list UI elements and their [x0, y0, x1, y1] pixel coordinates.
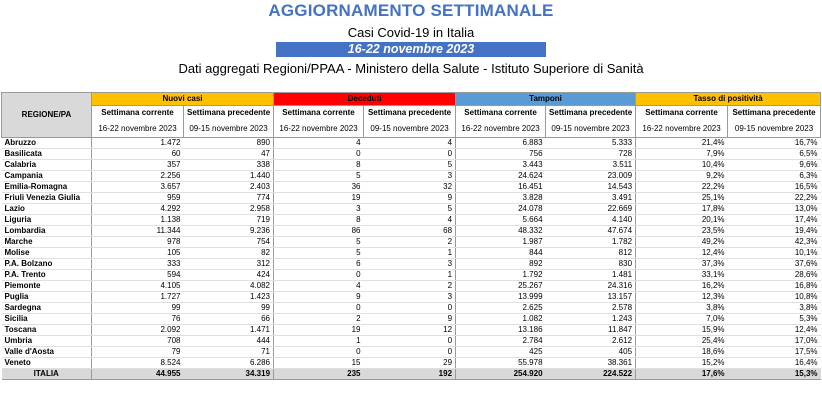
region-name: ITALIA: [2, 369, 92, 380]
tests-current: 2.625: [456, 303, 546, 314]
data-source-line: Dati aggregati Regioni/PPAA - Ministero della Salute - Istituto Superiore di Sanità: [178, 61, 644, 76]
deaths-previous: 1: [364, 248, 456, 259]
previous-week-dates: 09-15 novembre 2023: [728, 120, 821, 138]
deaths-previous: 2: [364, 237, 456, 248]
deaths-previous: 0: [364, 347, 456, 358]
table-row: [2, 358, 821, 369]
new-cases-current: 4.292: [92, 204, 184, 215]
tests-previous: 830: [546, 259, 636, 270]
table-row: [2, 270, 821, 281]
deaths-previous: 3: [364, 171, 456, 182]
table-row: [2, 138, 821, 149]
tests-current: 13.186: [456, 325, 546, 336]
positivity-previous: 16,7%: [728, 138, 821, 149]
deaths-current: 8: [274, 160, 364, 171]
new-cases-current: 79: [92, 347, 184, 358]
group-header-deaths: Deceduti: [274, 93, 456, 106]
new-cases-previous: 1.423: [184, 292, 274, 303]
tests-previous: 23.009: [546, 171, 636, 182]
deaths-current: 235: [274, 369, 364, 380]
report-title: AGGIORNAMENTO SETTIMANALE: [268, 1, 554, 20]
previous-week-dates: 09-15 novembre 2023: [546, 120, 636, 138]
region-name: Piemonte: [2, 281, 92, 292]
deaths-previous: 1: [364, 270, 456, 281]
tests-current: 55.978: [456, 358, 546, 369]
positivity-current: 37,3%: [636, 259, 728, 270]
deaths-previous: 0: [364, 303, 456, 314]
deaths-previous: 0: [364, 336, 456, 347]
region-name: P.A. Trento: [2, 270, 92, 281]
previous-week-header: Settimana precedente: [546, 106, 636, 121]
region-name: Puglia: [2, 292, 92, 303]
current-week-dates: 16-22 novembre 2023: [636, 120, 728, 138]
tests-previous: 24.316: [546, 281, 636, 292]
deaths-current: 9: [274, 292, 364, 303]
tests-previous: 405: [546, 347, 636, 358]
tests-previous: 11.847: [546, 325, 636, 336]
new-cases-previous: 34.319: [184, 369, 274, 380]
positivity-current: 7,9%: [636, 149, 728, 160]
region-name: Lombardia: [2, 226, 92, 237]
new-cases-previous: 6.286: [184, 358, 274, 369]
deaths-previous: 0: [364, 149, 456, 160]
new-cases-previous: 1.440: [184, 171, 274, 182]
current-week-header: Settimana corrente: [636, 106, 728, 121]
new-cases-current: 11.344: [92, 226, 184, 237]
deaths-current: 1: [274, 336, 364, 347]
group-header-tests: Tamponi: [456, 93, 636, 106]
table-row: [2, 303, 821, 314]
deaths-current: 0: [274, 347, 364, 358]
positivity-current: 15,2%: [636, 358, 728, 369]
positivity-current: 33,1%: [636, 270, 728, 281]
table-row: [2, 292, 821, 303]
group-header-positivity-rate: Tasso di positività: [636, 93, 821, 106]
positivity-current: 12,3%: [636, 292, 728, 303]
new-cases-current: 594: [92, 270, 184, 281]
tests-previous: 5.333: [546, 138, 636, 149]
region-name: Marche: [2, 237, 92, 248]
positivity-previous: 22,2%: [728, 193, 821, 204]
new-cases-previous: 890: [184, 138, 274, 149]
new-cases-current: 76: [92, 314, 184, 325]
new-cases-current: 44.955: [92, 369, 184, 380]
current-week-dates: 16-22 novembre 2023: [274, 120, 364, 138]
tests-current: 756: [456, 149, 546, 160]
deaths-previous: 9: [364, 314, 456, 325]
total-row: [2, 369, 821, 380]
report-subtitle: Casi Covid-19 in Italia: [347, 25, 475, 40]
new-cases-previous: 719: [184, 215, 274, 226]
positivity-previous: 9,6%: [728, 160, 821, 171]
new-cases-previous: 2.958: [184, 204, 274, 215]
tests-current: 5.664: [456, 215, 546, 226]
positivity-previous: 37,6%: [728, 259, 821, 270]
deaths-current: 19: [274, 325, 364, 336]
region-name: Sardegna: [2, 303, 92, 314]
tests-previous: 1.481: [546, 270, 636, 281]
deaths-current: 36: [274, 182, 364, 193]
deaths-current: 5: [274, 237, 364, 248]
positivity-current: 25,1%: [636, 193, 728, 204]
new-cases-previous: 1.471: [184, 325, 274, 336]
tests-previous: 812: [546, 248, 636, 259]
deaths-current: 5: [274, 248, 364, 259]
tests-current: 892: [456, 259, 546, 270]
positivity-previous: 19,4%: [728, 226, 821, 237]
tests-previous: 2.612: [546, 336, 636, 347]
deaths-previous: 3: [364, 259, 456, 270]
region-name: Toscana: [2, 325, 92, 336]
region-name: Liguria: [2, 215, 92, 226]
deaths-previous: 5: [364, 160, 456, 171]
weekly-covid-table: [1, 92, 821, 380]
new-cases-current: 1.472: [92, 138, 184, 149]
tests-current: 2.784: [456, 336, 546, 347]
positivity-current: 49,2%: [636, 237, 728, 248]
new-cases-previous: 66: [184, 314, 274, 325]
new-cases-previous: 2.403: [184, 182, 274, 193]
new-cases-current: 1.727: [92, 292, 184, 303]
positivity-current: 25,4%: [636, 336, 728, 347]
deaths-current: 3: [274, 204, 364, 215]
new-cases-current: 99: [92, 303, 184, 314]
date-range-banner: 16-22 novembre 2023: [276, 42, 546, 57]
tests-current: 48.332: [456, 226, 546, 237]
positivity-previous: 16,5%: [728, 182, 821, 193]
deaths-current: 4: [274, 138, 364, 149]
new-cases-previous: 82: [184, 248, 274, 259]
positivity-current: 23,5%: [636, 226, 728, 237]
previous-week-dates: 09-15 novembre 2023: [184, 120, 274, 138]
positivity-previous: 10,1%: [728, 248, 821, 259]
positivity-previous: 28,6%: [728, 270, 821, 281]
tests-current: 1.987: [456, 237, 546, 248]
tests-current: 13.999: [456, 292, 546, 303]
positivity-previous: 42,3%: [728, 237, 821, 248]
deaths-current: 2: [274, 314, 364, 325]
positivity-current: 12,4%: [636, 248, 728, 259]
tests-previous: 3.491: [546, 193, 636, 204]
positivity-current: 20,1%: [636, 215, 728, 226]
new-cases-current: 60: [92, 149, 184, 160]
deaths-current: 6: [274, 259, 364, 270]
table-row: [2, 204, 821, 215]
positivity-previous: 17,4%: [728, 215, 821, 226]
table-row: [2, 171, 821, 182]
new-cases-current: 357: [92, 160, 184, 171]
region-name: Abruzzo: [2, 138, 92, 149]
deaths-previous: 4: [364, 215, 456, 226]
new-cases-current: 4.105: [92, 281, 184, 292]
deaths-current: 0: [274, 303, 364, 314]
table-row: [2, 314, 821, 325]
tests-current: 16.451: [456, 182, 546, 193]
new-cases-previous: 312: [184, 259, 274, 270]
new-cases-previous: 47: [184, 149, 274, 160]
positivity-previous: 5,3%: [728, 314, 821, 325]
region-name: Umbria: [2, 336, 92, 347]
new-cases-current: 3.657: [92, 182, 184, 193]
new-cases-previous: 774: [184, 193, 274, 204]
table-row: [2, 160, 821, 171]
new-cases-previous: 338: [184, 160, 274, 171]
table-row: [2, 193, 821, 204]
region-name: Veneto: [2, 358, 92, 369]
table-row: [2, 336, 821, 347]
tests-current: 24.078: [456, 204, 546, 215]
table-row: [2, 259, 821, 270]
new-cases-previous: 754: [184, 237, 274, 248]
deaths-previous: 29: [364, 358, 456, 369]
deaths-current: 0: [274, 149, 364, 160]
new-cases-previous: 99: [184, 303, 274, 314]
table-row: [2, 182, 821, 193]
positivity-current: 21,4%: [636, 138, 728, 149]
deaths-current: 5: [274, 171, 364, 182]
current-week-dates: 16-22 novembre 2023: [456, 120, 546, 138]
current-week-header: Settimana corrente: [92, 106, 184, 121]
deaths-current: 15: [274, 358, 364, 369]
deaths-current: 86: [274, 226, 364, 237]
tests-current: 6.883: [456, 138, 546, 149]
new-cases-previous: 71: [184, 347, 274, 358]
positivity-previous: 10,8%: [728, 292, 821, 303]
positivity-previous: 13,0%: [728, 204, 821, 215]
positivity-current: 22,2%: [636, 182, 728, 193]
table-row: [2, 347, 821, 358]
current-week-dates: 16-22 novembre 2023: [92, 120, 184, 138]
positivity-current: 9,2%: [636, 171, 728, 182]
deaths-current: 8: [274, 215, 364, 226]
region-name: Molise: [2, 248, 92, 259]
tests-previous: 38.361: [546, 358, 636, 369]
deaths-previous: 3: [364, 292, 456, 303]
tests-previous: 4.140: [546, 215, 636, 226]
previous-week-header: Settimana precedente: [728, 106, 821, 121]
deaths-current: 4: [274, 281, 364, 292]
region-name: Campania: [2, 171, 92, 182]
new-cases-current: 333: [92, 259, 184, 270]
tests-current: 3.828: [456, 193, 546, 204]
tests-previous: 224.522: [546, 369, 636, 380]
current-week-header: Settimana corrente: [274, 106, 364, 121]
new-cases-current: 2.256: [92, 171, 184, 182]
new-cases-previous: 9.236: [184, 226, 274, 237]
positivity-previous: 6,3%: [728, 171, 821, 182]
deaths-previous: 192: [364, 369, 456, 380]
tests-previous: 14.543: [546, 182, 636, 193]
positivity-current: 17,6%: [636, 369, 728, 380]
region-column-header: REGIONE/PA: [2, 93, 92, 138]
positivity-current: 16,2%: [636, 281, 728, 292]
table-row: [2, 226, 821, 237]
new-cases-previous: 424: [184, 270, 274, 281]
region-name: Friuli Venezia Giulia: [2, 193, 92, 204]
positivity-current: 10,4%: [636, 160, 728, 171]
previous-week-header: Settimana precedente: [364, 106, 456, 121]
tests-current: 24.624: [456, 171, 546, 182]
table-row: [2, 325, 821, 336]
previous-week-header: Settimana precedente: [184, 106, 274, 121]
tests-previous: 22.669: [546, 204, 636, 215]
positivity-current: 18,6%: [636, 347, 728, 358]
tests-current: 25.267: [456, 281, 546, 292]
positivity-current: 7,0%: [636, 314, 728, 325]
region-name: Basilicata: [2, 149, 92, 160]
deaths-current: 19: [274, 193, 364, 204]
region-name: Lazio: [2, 204, 92, 215]
new-cases-previous: 444: [184, 336, 274, 347]
tests-current: 3.443: [456, 160, 546, 171]
tests-previous: 13.157: [546, 292, 636, 303]
tests-current: 425: [456, 347, 546, 358]
table-row: [2, 215, 821, 226]
tests-previous: 1.782: [546, 237, 636, 248]
table-row: [2, 248, 821, 259]
new-cases-current: 959: [92, 193, 184, 204]
tests-current: 1.082: [456, 314, 546, 325]
region-name: P.A. Bolzano: [2, 259, 92, 270]
deaths-previous: 68: [364, 226, 456, 237]
current-week-header: Settimana corrente: [456, 106, 546, 121]
region-name: Calabria: [2, 160, 92, 171]
positivity-previous: 15,3%: [728, 369, 821, 380]
positivity-current: 15,9%: [636, 325, 728, 336]
deaths-current: 0: [274, 270, 364, 281]
new-cases-current: 2.092: [92, 325, 184, 336]
group-header-new-cases: Nuovi casi: [92, 93, 274, 106]
positivity-previous: 16,4%: [728, 358, 821, 369]
new-cases-previous: 4.082: [184, 281, 274, 292]
deaths-previous: 9: [364, 193, 456, 204]
positivity-previous: 17,0%: [728, 336, 821, 347]
positivity-previous: 17,5%: [728, 347, 821, 358]
table-row: [2, 281, 821, 292]
table-row: [2, 149, 821, 160]
tests-current: 1.792: [456, 270, 546, 281]
region-name: Sicilia: [2, 314, 92, 325]
positivity-previous: 6,5%: [728, 149, 821, 160]
tests-previous: 1.243: [546, 314, 636, 325]
region-name: Emilia-Romagna: [2, 182, 92, 193]
deaths-previous: 12: [364, 325, 456, 336]
tests-current: 254.920: [456, 369, 546, 380]
new-cases-current: 978: [92, 237, 184, 248]
region-rows: [2, 138, 821, 380]
positivity-previous: 3,8%: [728, 303, 821, 314]
new-cases-current: 8.524: [92, 358, 184, 369]
new-cases-current: 105: [92, 248, 184, 259]
tests-current: 844: [456, 248, 546, 259]
deaths-previous: 5: [364, 204, 456, 215]
table-row: [2, 237, 821, 248]
positivity-previous: 16,8%: [728, 281, 821, 292]
positivity-current: 3,8%: [636, 303, 728, 314]
deaths-previous: 2: [364, 281, 456, 292]
positivity-current: 17,8%: [636, 204, 728, 215]
region-name: Valle d'Aosta: [2, 347, 92, 358]
tests-previous: 728: [546, 149, 636, 160]
tests-previous: 2.578: [546, 303, 636, 314]
new-cases-current: 708: [92, 336, 184, 347]
tests-previous: 3.511: [546, 160, 636, 171]
new-cases-current: 1.138: [92, 215, 184, 226]
deaths-previous: 4: [364, 138, 456, 149]
previous-week-dates: 09-15 novembre 2023: [364, 120, 456, 138]
positivity-previous: 12,4%: [728, 325, 821, 336]
tests-previous: 47.674: [546, 226, 636, 237]
deaths-previous: 32: [364, 182, 456, 193]
